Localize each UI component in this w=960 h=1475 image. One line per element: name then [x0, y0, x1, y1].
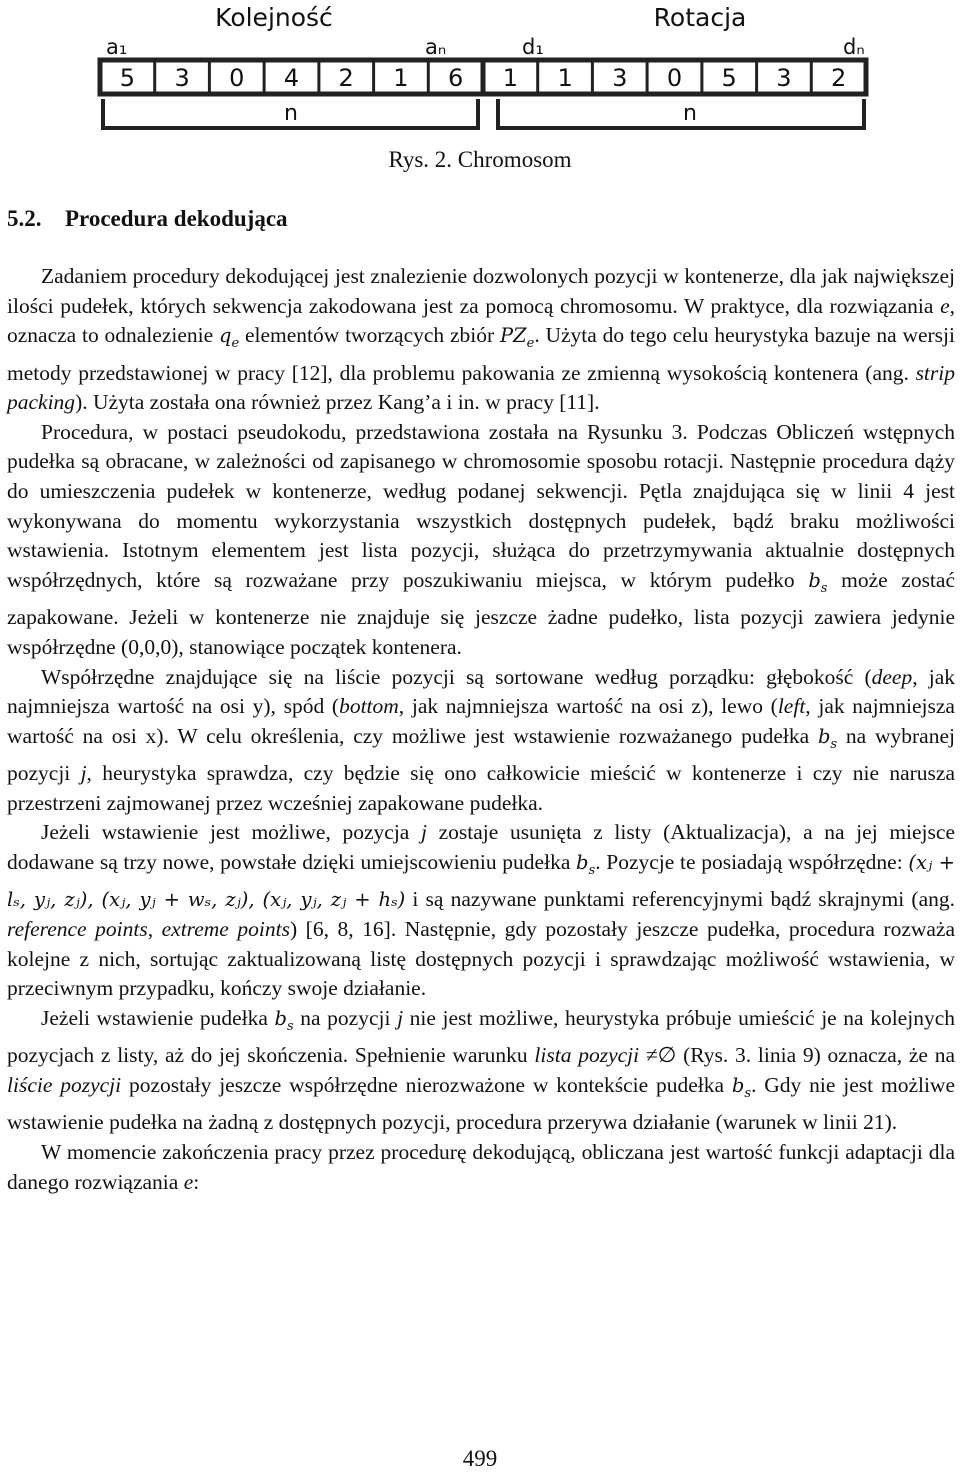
section-heading [7, 206, 288, 232]
paragraph-1: Zadaniem procedury dekodującej jest znalezienie dozwolonych pozycji w kontenerze, dla jak największej ilości pudełek, których sekwencja zakodowana jest za pomocą chromosomu. W praktyce, dla rozwiązania e, oznacza to odnalezienie $q_e$ elementów tworzących zbiór $PZ_e$. Użyta do tego celu heurystyka bazuje na wersji metody przedstawionej w pracy [12], dla problemu pakowania ze zmienną wysokością kontenera (ang. strip packing). Użyta została ona również przez Kang’a i in. w pracy [11]. [7, 264, 955, 415]
figure-caption: Rys. 2. Chromosom [388, 147, 572, 172]
gene-value: 3 [776, 64, 792, 92]
label-dn: dₙ [843, 35, 865, 59]
chromosome-figure [0, 0, 960, 150]
section-number: 5.2. [7, 206, 42, 231]
gene-value: 3 [174, 64, 190, 92]
gene-value: 6 [447, 64, 464, 92]
right-length-label: n [683, 101, 697, 126]
paragraph-3: Współrzędne znajdujące się na liście pozycji są sortowane według porządku: głębokość (deep, jak najmniejsza wartość na osi y), spód (bottom, jak najmniejsza wartość na osi z), lewo (left, jak najmniejsza wartość na osi x). W celu określenia, czy możliwe jest wstawienie rozważanego pudełka $b_s$ na wybranej pozycji j, heurystyka sprawdza, czy będzie się ono całkowicie mieścić w kontenerze i czy nie narusza przestrzeni zajmowanej przez wcześniej zapakowane pudełka. [7, 664, 955, 815]
left-length-label: n [284, 101, 298, 126]
page-number: 499 [462, 1446, 498, 1471]
gene-value: 5 [721, 64, 737, 92]
gene-value: 0 [229, 64, 245, 92]
label-a1: a₁ [106, 35, 128, 59]
paragraph-4: Jeżeli wstawienie jest możliwe, pozycja j zostaje usunięta z listy (Aktualizacja), a na jej miejsce dodawane są trzy nowe, powstałe dzięki umiejscowieniu pudełka $b_s$. Pozycje te posiadają współrzędne: (xⱼ + lₛ, yⱼ, zⱼ), (xⱼ, yⱼ + wₛ, zⱼ), (xⱼ, yⱼ, zⱼ + hₛ) i są nazywane punktami referencyjnymi bądź skrajnymi (ang. reference points, extreme points) [6, 8, 16]. Następnie, gdy pozostały jeszcze pudełka, procedura rozważa kolejne z nich, sortując zaktualizowaną listę dostępnych pozycji i sprawdzając możliwość wstawienia, w przeciwnym przypadku, kończy swoje działanie. [7, 820, 956, 1001]
gene-value: 0 [666, 64, 683, 92]
gene-value: 2 [338, 64, 354, 92]
paragraph-6: W momencie zakończenia pracy przez procedurę dekodującą, obliczana jest wartość funkcji adaptacji dla danego rozwiązania e: [7, 1139, 955, 1194]
gene-value: 1 [502, 64, 519, 92]
gene-value: 5 [119, 64, 136, 92]
gene-value: 2 [830, 64, 847, 92]
label-d1: d₁ [522, 35, 544, 59]
right-length-bracket [498, 99, 864, 128]
section-title: Procedura dekodująca [65, 206, 288, 231]
paragraph-5: Jeżeli wstawienie pudełka $b_s$ na pozycji j nie jest możliwe, heurystyka próbuje umieścić je na kolejnych pozycjach z listy, aż do jej skończenia. Spełnienie warunku lista pozycji ≠∅ (Rys. 3. linia 9) oznacza, że na liście pozycji pozostały jeszcze współrzędne nierozważone w kontekście pudełka $b_s$. Gdy nie jest możliwe wstawienie pudełka na żadną z dostępnych pozycji, procedura przerywa działanie (warunek w linii 21). [7, 1005, 955, 1135]
gene-value: 1 [557, 64, 573, 92]
gene-value: 4 [283, 64, 300, 92]
gene-value: 1 [393, 64, 409, 92]
label-an: aₙ [425, 35, 447, 59]
gene-value: 3 [612, 64, 628, 92]
chromosome-diagram [0, 0, 960, 150]
reference-point-formula: (xⱼ + lₛ, yⱼ, zⱼ), (xⱼ, yⱼ + wₛ, zⱼ), (xⱼ, yⱼ, zⱼ + hₛ) [7, 850, 955, 912]
paragraph-2: Procedura, w postaci pseudokodu, przedstawiona została na Rysunku 3. Podczas Obliczeń wstępnych pudełka są obracane, w zależności od zapisanego w chromosomie sposobu rotacji. Następnie procedura dąży do umieszczenia pudełek w kontenerze, według podanej sekwencji. Pętla znajdująca się w linii 4 jest wykonywana do momentu wykorzystania wszystkich dostępnych pudełek, bądź braku możliwości wstawienia. Istotnym elementem jest lista pozycji, służąca do przetrzymywania aktualnie dostępnych współrzędnych, które są rozważane przy poszukiwaniu miejsca, w którym pudełko $b_s$ może zostać zapakowane. Jeżeli w kontenerze nie znajduje się jeszcze żadne pudełko, lista pozycji zawiera jedynie współrzędne (0,0,0), stanowiące początek kontenera. [7, 419, 955, 659]
body-text [7, 262, 955, 1197]
left-title: Kolejność [215, 3, 333, 32]
right-title: Rotacja [653, 3, 747, 32]
